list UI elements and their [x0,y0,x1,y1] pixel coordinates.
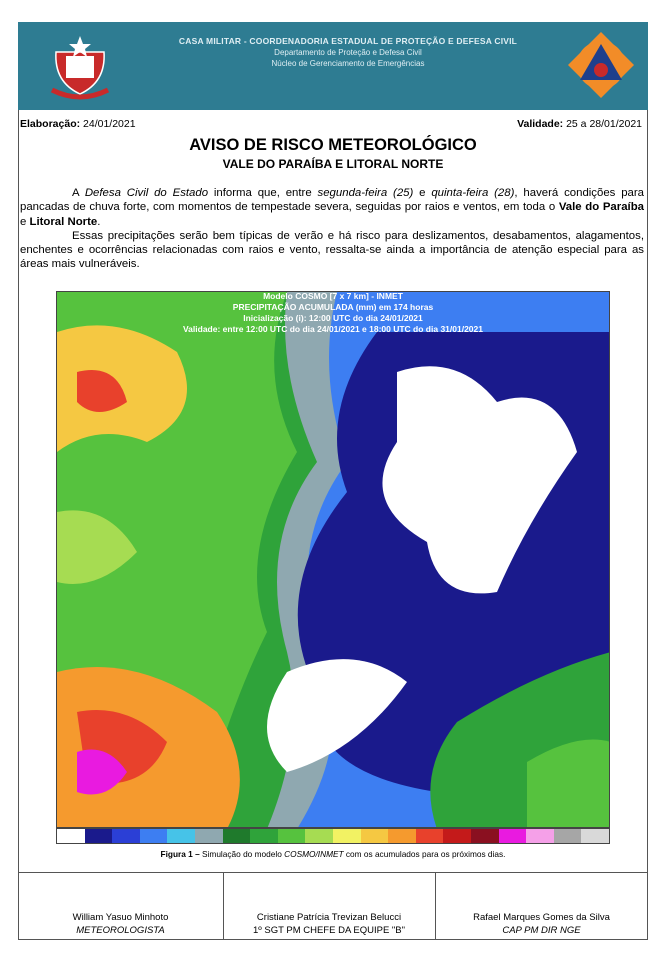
colorbar-swatch [361,829,389,843]
map-subtitle: PRECIPITAÇÃO ACUMULADA (mm) em 174 horas [232,302,434,312]
signature-name: Cristiane Patrícia Trevizan Belucci [256,912,402,923]
signature-name: William Yasuo Minhoto [72,912,169,923]
colorbar-swatch [526,829,554,843]
precipitation-map-image [57,292,610,828]
colorbar-swatch [250,829,278,843]
colorbar-swatch [499,829,527,843]
colorbar-swatch [112,829,140,843]
colorbar-swatch [140,829,168,843]
colorbar-swatch [57,829,85,843]
header-banner [18,22,648,110]
precipitation-map [56,291,610,828]
elaboracao-date: Elaboração: 24/01/2021 [20,118,136,130]
header-line-2: Departamento de Proteção e Defesa Civil [274,48,422,57]
body-text [20,186,644,272]
map-init: Inicialização (i): 12:00 UTC do dia 24/01/2021 [243,313,423,323]
colorbar-swatch [443,829,471,843]
colorbar-swatch [195,829,223,843]
signature-block-3 [435,872,648,940]
colorbar-swatch [278,829,306,843]
sp-coat-of-arms-logo [46,32,114,100]
header-line-3: Núcleo de Gerenciamento de Emergências [271,59,425,68]
map-title: Modelo COSMO [7 x 7 km] - INMET [263,291,403,301]
validade-date: Validade: 25 a 28/01/2021 [517,118,642,130]
colorbar-swatch [333,829,361,843]
map-validity: Validade: entre 12:00 UTC do dia 24/01/2021 e 18:00 UTC do dia 31/01/2021 [182,324,483,334]
signature-role: 1º SGT PM CHEFE DA EQUIPE "B" [252,925,406,936]
map-header [56,291,610,335]
colorbar-swatch [416,829,444,843]
colorbar-swatch [167,829,195,843]
colorbar-swatch [554,829,582,843]
paragraph-1: A Defesa Civil do Estado informa que, entre segunda-feira (25) e quinta-feira (28), haverá condições para pancadas de chuva forte, com momentos de tempestade severa, seguidas por raios e ventos, em toda o Vale do Paraíba e Litoral Norte. [20,187,645,228]
signature-role: CAP PM DIR NGE [502,925,581,936]
paragraph-2: Essas precipitações serão bem típicas de verão e há risco para deslizamentos, desabamentos, alagamentos, enchentes e ocorrências relacionadas com raios e vento, ressalta-se ainda a importância de atenção especial para as áreas mais vulneráveis. [20,229,644,271]
defesa-civil-logo [566,30,636,100]
colorbar-swatch [581,829,609,843]
figure-caption: Figura 1 – Simulação do modelo COSMO/INMET com os acumulados para os próximos dias. [160,849,506,859]
map-colorbar [56,828,610,844]
header-line-1: CASA MILITAR - COORDENADORIA ESTADUAL DE PROTEÇÃO E DEFESA CIVIL [178,36,518,46]
signature-role: METEOROLOGISTA [76,925,165,936]
signature-block-1 [18,872,223,940]
colorbar-swatch [305,829,333,843]
colorbar-swatch [388,829,416,843]
colorbar-swatch [471,829,499,843]
signature-name: Rafael Marques Gomes da Silva [473,912,610,923]
colorbar-swatch [223,829,251,843]
signature-block-2 [223,872,435,940]
colorbar-swatch [85,829,113,843]
document-subtitle: VALE DO PARAÍBA E LITORAL NORTE [222,157,444,171]
document-title: AVISO DE RISCO METEOROLÓGICO [189,136,477,154]
